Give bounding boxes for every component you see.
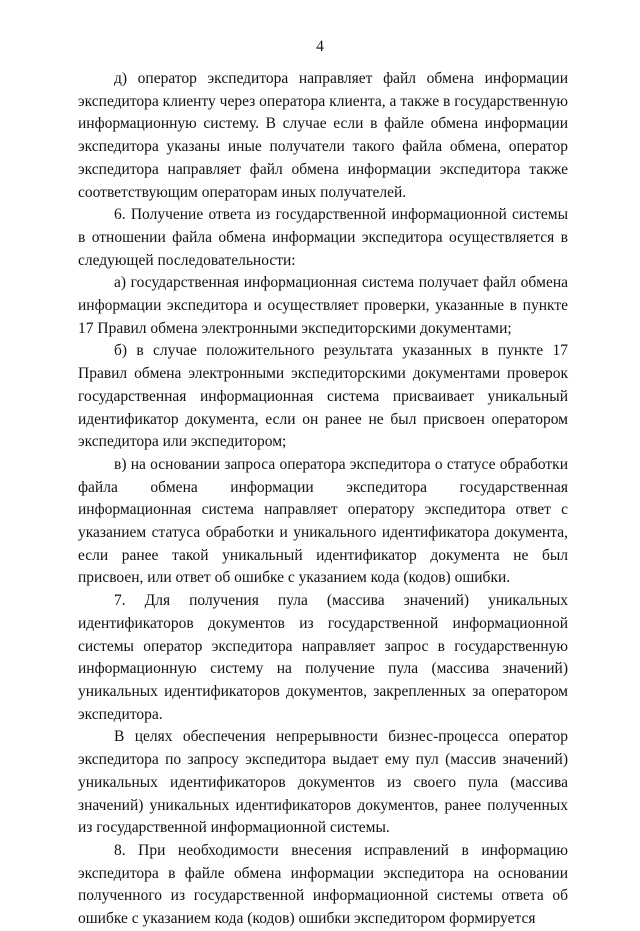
document-body: [78, 68, 568, 931]
page-number: 4: [316, 38, 324, 55]
paragraph-8: 8. При необходимости внесения исправлений в информацию экспедитора в файле обмена информации экспедитора на основании полученного из государственной информационной системы ответа об ошибке с указанием кода (кодов) ошибки экспедитором формируется: [78, 841, 568, 928]
paragraph-6a: а) государственная информационная система получает файл обмена информации экспедитора и осуществляет проверки, указанные в пункте 17 Правил обмена электронными экспедиторскими документами;: [78, 274, 568, 337]
paragraph-6b: б) в случае положительного результата указанных в пункте 17 Правил обмена электронными экспедиторскими документами проверок государственная информационная система присваивает уникальный идентификатор документа, если он ранее не был присвоен оператором экспедитора или экспедитором;: [78, 342, 568, 451]
paragraph-6: 6. Получение ответа из государственной информационной системы в отношении файла обмена информации экспедитора осуществляется в следующей последовательности:: [78, 206, 568, 269]
paragraph-5d: д) оператор экспедитора направляет файл обмена информации экспедитора клиенту через оператора клиента, а также в государственную информационную систему. В случае если в файле обмена информации экспедитора указаны иные получатели такого файла обмена, оператор экспедитора направляет файл обмена информации экспедитора также соответствующим операторам иных получателей.: [78, 70, 568, 201]
paragraph-7-continuity: В целях обеспечения непрерывности бизнес-процесса оператор экспедитора по запросу экспедитора выдает ему пул (массив значений) уникальных идентификаторов документов из своего пула (массива значений) уникальных идентификаторов документов, ранее полученных из государственной информационной системы.: [78, 728, 568, 837]
paragraph-6v: в) на основании запроса оператора экспедитора о статусе обработки файла обмена информации экспедитора государственная информационная система направляет оператору экспедитора ответ с указанием статуса обработки и уникального идентификатора документа, если ранее такой уникальный идентификатор документа не был присвоен, или ответ об ошибке с указанием кода (кодов) ошибки.: [78, 455, 568, 587]
paragraph-7: 7. Для получения пула (массива значений) уникальных идентификаторов документов из государственной информационной системы оператор экспедитора направляет запрос в государственную информационную систему на получение пула (массива значений) уникальных идентификаторов документов, закрепленных за оператором экспедитора.: [78, 592, 568, 723]
